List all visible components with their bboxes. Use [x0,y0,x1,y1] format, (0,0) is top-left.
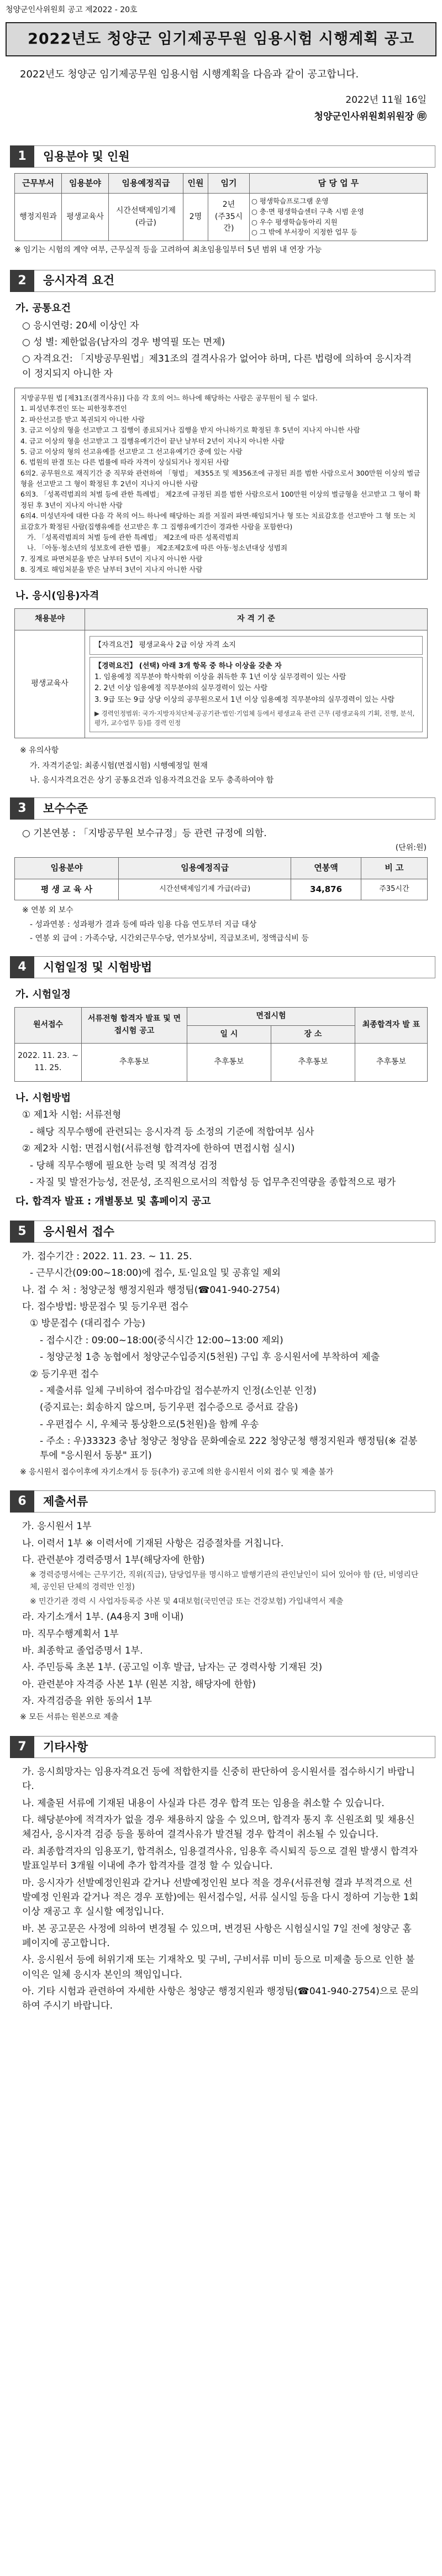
section-number: 6 [10,1490,34,1513]
application-line: (증지료는: 회송하지 않으며, 등기우편 접수증으로 증서료 갈음) [40,1402,298,1414]
method-line: - 해당 직무수행에 관련되는 응시자격 등 소정의 기준에 적합여부 심사 [30,1126,314,1138]
duty-item: ○ 우수 평생학습동아리 지원 [251,217,338,226]
misc-item: 라. 최종합격자의 임용포기, 합격취소, 임용결격사유, 임용후 즉시퇴직 등으로 결원 발생시 합격자 발표일부터 3개월 이내에 추가 합격자를 결정 할 수 있습니다. [22,1845,418,1872]
subheading: 가. 시험일정 [15,988,71,1000]
career-line: 3. 9급 또는 9급 상당 이상의 공무원으로서 1년 이상 임용예정 직무분야의 실무경력이 있는 사람 [94,695,395,704]
section-number: 4 [10,956,34,978]
table-header: 담 당 업 무 [250,173,428,193]
table-cell: 평 생 교 육 사 [15,879,119,900]
table-cell: 시간선택제임기제 가급(라급) [119,879,291,900]
table-row [15,194,428,241]
table-header: 임용분야 [15,858,119,879]
application-line: - 청양군청 1층 농협에서 청양군수입증지(5천원) 구입 후 응시원서에 부착하여 제출 [40,1352,380,1363]
misc-item: 바. 본 공고문은 사정에 의하여 변경될 수 있으며, 변경된 사항은 시험실시일 7일 전에 청양군 홈페이지에 공고합니다. [22,1923,412,1949]
salary-basis: ○ 기본연봉 : 「지방공무원 보수규정」등 관련 규정에 의함. [22,828,267,839]
table-row [15,879,428,900]
table-header: 자 격 기 준 [85,609,428,630]
section-5-heading [10,1221,435,1243]
section-title: 제출서류 [34,1490,435,1513]
document-item: 다. 관련분야 경력증명서 1부(해당자에 한함) [22,1554,205,1566]
recruitment-table [14,173,428,241]
misc-item: 아. 기타 시험과 관련하여 자세한 사항은 청양군 행정지원과 행정팀(☎041-940-2754)으로 문의하여 주시기 바랍니다. [22,1985,419,2012]
misc-item: 다. 해당분야에 적격자가 없을 경우 채용하지 않을 수 있으며, 합격자 통지 후 신원조회 및 채용신체검사, 응시자격 검증 등을 통하여 결격사유가 발견될 경우 합격이 취소될 수 있습니다. [22,1814,415,1840]
salary-note: - 연봉 외 급여 : 가족수당, 시간외근무수당, 연가보상비, 직급보조비, 정액급식비 등 [30,934,309,943]
box-line: 8. 징계로 해임처분을 받은 날부터 3년이 지나지 아니한 사람 [20,565,203,574]
box-line: 6의2. 공무원으로 재직기간 중 직무와 관련하여 「형법」 제355조 및 제356조에 규정된 죄를 범한 사람으로서 300만원 이상의 벌금형을 선고받고 그 형이 확정된 후 2년이 지나지 아니한 사람 [20,468,420,488]
table-header: 임용예정직급 [119,858,291,879]
table-subheader: 장 소 [271,1025,355,1044]
duty-item: ○ 평생학습프로그램 운영 [251,197,329,206]
section-title: 응시자격 요건 [34,270,435,292]
table-cell: 2022. 11. 23. ~ 11. 25. [15,1044,82,1081]
section-1-heading [10,145,435,168]
section-title: 임용분야 및 인원 [34,145,435,168]
table-cell: 2년 (주35시간) [208,194,250,241]
notice-date: 2022년 11월 16일 [345,95,427,106]
section-title: 보수수준 [34,797,435,820]
duty-item: ○ 충·면 평생학습센터 구축 시범 운영 [251,207,364,216]
career-line: 1. 임용예정 직무분야 학사학위 이상을 취득한 후 1년 이상 실무경력이 있는 사람 [94,673,346,682]
box-line: 가. 「성폭력범죄의 처벌 등에 관한 특례법」 제2조에 따른 성폭력범죄 [27,533,239,541]
section-6-heading [10,1490,435,1513]
table-cell: 평생교육사 [62,194,109,241]
career-line: 2. 2년 이상 임용예정 직무분야의 실무경력이 있는 사람 [94,684,268,693]
box-line: 1. 피성년후견인 또는 피한정후견인 [20,404,127,413]
section-number: 1 [10,145,34,168]
qualification-requirement: 【자격요건】 평생교육사 2급 이상 자격 소지 [90,636,423,655]
salary-table [14,857,428,900]
subheading: 나. 응시(임용)자격 [15,590,99,602]
qualification-cell [85,630,428,738]
box-line: 5. 금고 이상의 형의 선고유예를 선고받고 그 선고유예기간 중에 있는 사람 [20,447,243,456]
unit-label: (단위:원) [395,843,427,852]
misc-item: 사. 응시원서 등에 허위기재 또는 기재착오 및 구비, 구비서류 미비 등으로 미제출 등으로 인한 불이익은 일체 응시자 본인의 책임입니다. [22,1954,415,1980]
section-number: 5 [10,1221,34,1243]
misc-item: 나. 제출된 서류에 기재된 내용이 사실과 다른 경우 합격 또는 임용을 취소할 수 있습니다. [22,1797,385,1809]
table-cell: 시간선택제임기제 (라급) [109,194,183,241]
table-header: 원서접수 [15,1007,82,1043]
document-item: 사. 주민등록 초본 1부. (공고일 이후 발급, 남자는 군 경력사항 기재된 것) [22,1662,323,1673]
document-note: ※ 민간기관 경력 시 사업자등록증 사본 및 4대보험(국민연금 또는 건강보험) 가입내역서 제출 [30,1597,344,1606]
duties-cell [250,194,428,241]
table-cell: 평생교육사 [15,630,85,738]
application-line: 나. 접 수 처 : 청양군청 행정지원과 행정팀(☎041-940-2754) [22,1284,280,1296]
application-line: - 접수시간 : 09:00~18:00(중식시간 12:00~13:00 제외) [40,1334,283,1346]
qualification-table [14,608,428,738]
application-line: ② 등기우편 접수 [30,1368,99,1380]
table-header: 임용예정직급 [109,173,183,193]
section-7-heading [10,1736,435,1758]
box-line: 나. 「아동·청소년의 성보호에 관한 법률」 제2조제2호에 따른 아동·청소년대상 성범죄 [27,544,288,552]
application-line: - 제출서류 일체 구비하여 접수마감일 접수분까지 인정(소인분 인정) [40,1385,317,1396]
box-line: 3. 금고 이상의 형을 선고받고 그 집행이 종료되거나 집행을 받지 아니하기로 확정된 후 5년이 지나지 아니한 사람 [20,426,360,435]
application-line: - 근무시간(09:00~18:00)에 접수, 토·일요일 및 공휴일 제외 [30,1268,281,1279]
document-item: 마. 직무수행계획서 1부 [22,1628,119,1640]
table-cell: 2명 [183,194,208,241]
section-number: 2 [10,270,34,292]
notice-line: 가. 자격기준일: 최종시험(면접시험) 시행예정일 현재 [30,761,208,770]
table-cell: 추후통보 [187,1044,271,1081]
application-line: ① 방문접수 (대리접수 가능) [30,1318,145,1329]
notice-title: ※ 유의사항 [20,746,59,755]
table-header: 임기 [208,173,250,193]
table-header: 채용분야 [15,609,85,630]
section-title: 응시원서 접수 [34,1221,435,1243]
notice-issuer: 청양군인사위원회위원장 ㊞ [314,111,427,123]
misc-item: 가. 응시희망자는 임용자격요건 등에 적합한지를 신중히 판단하여 응시원서를 접수하시기 바랍니다. [22,1766,415,1792]
document-item: 가. 응시원서 1부 [22,1521,92,1532]
table-header: 임용분야 [62,173,109,193]
table-row [15,630,428,738]
career-footnote: ▶ 경력인정범위: 국가·지방자치단체·공공기관·법인·기업체 등에서 평생교육 관련 근무 (평생교육의 기획, 진행, 분석, 평가, 교수업무 등)를 경력 인정 [94,709,415,727]
section-2-heading [10,270,435,292]
table-header: 최종합격자 발 표 [355,1007,428,1043]
intro-text: 2022년도 청양군 임기제공무원 임용시험 시행계획을 다음과 같이 공고합니다. [20,68,359,80]
method-line: - 자질 및 발전가능성, 전문성, 조직원으로서의 적합성 등 업무추진역량을 종합적으로 평가 [30,1176,396,1188]
table-header: 서류전형 합격자 발표 및 면접시험 공고 [82,1007,187,1043]
table-header: 근무부서 [15,173,62,193]
table-cell: 추후통보 [355,1044,428,1081]
application-line: - 우편접수 시, 우체국 통상환으로(5천원)을 함께 우송 [40,1419,259,1430]
application-note: ※ 응시원서 접수이후에 자기소개서 등 등(추가) 공고에 의한 응시원서 이외 접수 및 제출 불가 [20,1467,334,1477]
method-line: ① 제1차 시험: 서류전형 [22,1109,122,1121]
section-4-heading [10,956,435,978]
table-cell: 34,876 [291,879,361,900]
document-item: 라. 자기소개서 1부. (A4용지 3매 이내) [22,1612,184,1623]
document-item: 바. 최종학교 졸업증명서 1부. [22,1645,143,1657]
application-line: 다. 접수방법: 방문접수 및 등기우편 접수 [22,1301,188,1313]
box-line: 2. 파산선고를 받고 복권되지 아니한 사람 [20,415,145,424]
disqualification-box [14,388,428,580]
section-3-heading [10,797,435,820]
subheading: 가. 공통요건 [15,302,71,314]
requirement-line: ○ 자격요건: 「지방공무원법」제31조의 결격사유가 없어야 하며, 다른 법령에 의하여 응시자격이 정지되지 아니한 자 [22,353,412,379]
salary-note: - 성과연봉 : 성과평가 결과 등에 따라 임용 다음 연도부터 지급 대상 [30,920,257,929]
section-title: 기타사항 [34,1736,435,1758]
box-line: 지방공무원 법 [제31조(결격사유)] 다음 각 호의 어느 하나에 해당하는 사람은 공무원이 될 수 없다. [20,394,318,403]
table-cell: 행정지원과 [15,194,62,241]
term-note: ※ 임기는 시험의 계약 여부, 근무실적 등을 고려하여 최초임용일부터 5년 범위 내 연장 가능 [14,246,322,255]
table-subheader: 일 시 [187,1025,271,1044]
document-item: 자. 자격검증을 위한 동의서 1부 [22,1696,152,1707]
application-line: - 주소 : 우)33323 충남 청양군 청양읍 문화예술로 222 청양군청 행정지원과 행정팀(※ 겉봉투에 "응시원서 동봉" 표기) [40,1435,418,1462]
box-line: 6의3. 「성폭력범죄의 처벌 등에 관한 특례법」 제2조에 규정된 죄를 범한 사람으로서 100만원 이상의 벌금형을 선고받고 그 형이 확정된 후 3년이 지나지 아니한 사람 [20,490,420,509]
document-note: ※ 경력증명서에는 근무기간, 직위(직급), 담당업무를 명시하고 발행기관의 관인날인이 되어 있어야 함 (단, 비영리단체, 공인된 단체의 경력만 인정) [30,1571,419,1592]
document-item: 아. 관련분야 자격증 사본 1부 (원본 지참, 해당자에 한함) [22,1678,256,1690]
section-title: 시험일정 및 시험방법 [34,956,435,978]
box-line: 7. 징계로 파면처분을 받은 날부터 5년이 지나지 아니한 사람 [20,554,203,563]
career-requirement [90,657,423,732]
section-number: 7 [10,1736,34,1758]
requirement-line: ○ 성 별: 제한없음(남자의 경우 병역필 또는 면제) [22,336,225,348]
misc-item: 마. 응시자가 선발예정인원과 같거나 선발예정인원 보다 적을 경우(서류전형 결과 부적격으로 선발예정 인원과 같거나 적은 경우 포함)에는 원서접수일, 서류 실시일 등을 다시 정하여 기능한 1회 이상 재공고 후 실시할 예정입니다. [22,1877,419,1918]
notice-line: 나. 응시자격요건은 상기 공통요건과 임용자격요건을 모두 충족하여야 함 [30,775,274,785]
box-line: 6. 법원의 판결 또는 다른 법률에 따라 자격이 상실되거나 정지된 사람 [20,458,229,467]
method-line: 다. 합격자 발표 : 개별통보 및 홈페이지 공고 [15,1196,211,1208]
career-line: 【경력요건】 (선택) 아래 3개 항목 중 하나 이상을 갖춘 자 [94,662,282,671]
table-cell: 추후통보 [82,1044,187,1081]
salary-note: ※ 연봉 외 보수 [22,905,73,915]
document-note: ※ 모든 서류는 원본으로 제출 [20,1713,119,1722]
duty-item: ○ 그 밖에 부서장이 지정한 업무 등 [251,228,357,237]
requirement-line: ○ 응시연령: 20세 이상인 자 [22,320,139,331]
table-row [15,1044,428,1081]
table-header: 면접시험 [187,1007,355,1025]
box-line: 6의4. 미성년자에 대한 다음 각 목의 어느 하나에 해당하는 죄를 저질러 파면·해임되거나 형 또는 치료감호를 선고받아 그 형 또는 치료감호가 확정된 사람(집행유예를 선고받은 후 그 집행유예기간이 경과한 사람을 포함한다) [20,512,416,531]
document-item: 나. 이력서 1부 ※ 이력서에 기재된 사항은 검증절차를 거칩니다. [22,1537,284,1549]
method-line: ② 제2차 시험: 면접시험(서류전형 합격자에 한하여 면접시험 실시) [22,1143,295,1155]
section-number: 3 [10,797,34,820]
table-header: 인원 [183,173,208,193]
table-cell: 주35시간 [361,879,427,900]
notice-code: 청양군인사위원회 공고 제2022 - 20호 [6,6,138,14]
application-line: 가. 접수기간 : 2022. 11. 23. ~ 11. 25. [22,1251,192,1263]
schedule-table [14,1007,428,1082]
table-header: 비 고 [361,858,427,879]
table-header: 연봉액 [291,858,361,879]
method-line: - 당해 직무수행에 필요한 능력 및 적격성 검정 [30,1160,218,1171]
table-cell: 추후통보 [271,1044,355,1081]
subheading: 나. 시험방법 [15,1092,71,1104]
page-title: 2022년도 청양군 임기제공무원 임용시험 시행계획 공고 [6,22,436,56]
box-line: 4. 금고 이상의 형을 선고받고 그 집행유예기간이 끝난 날부터 2년이 지나지 아니한 사람 [20,436,285,445]
